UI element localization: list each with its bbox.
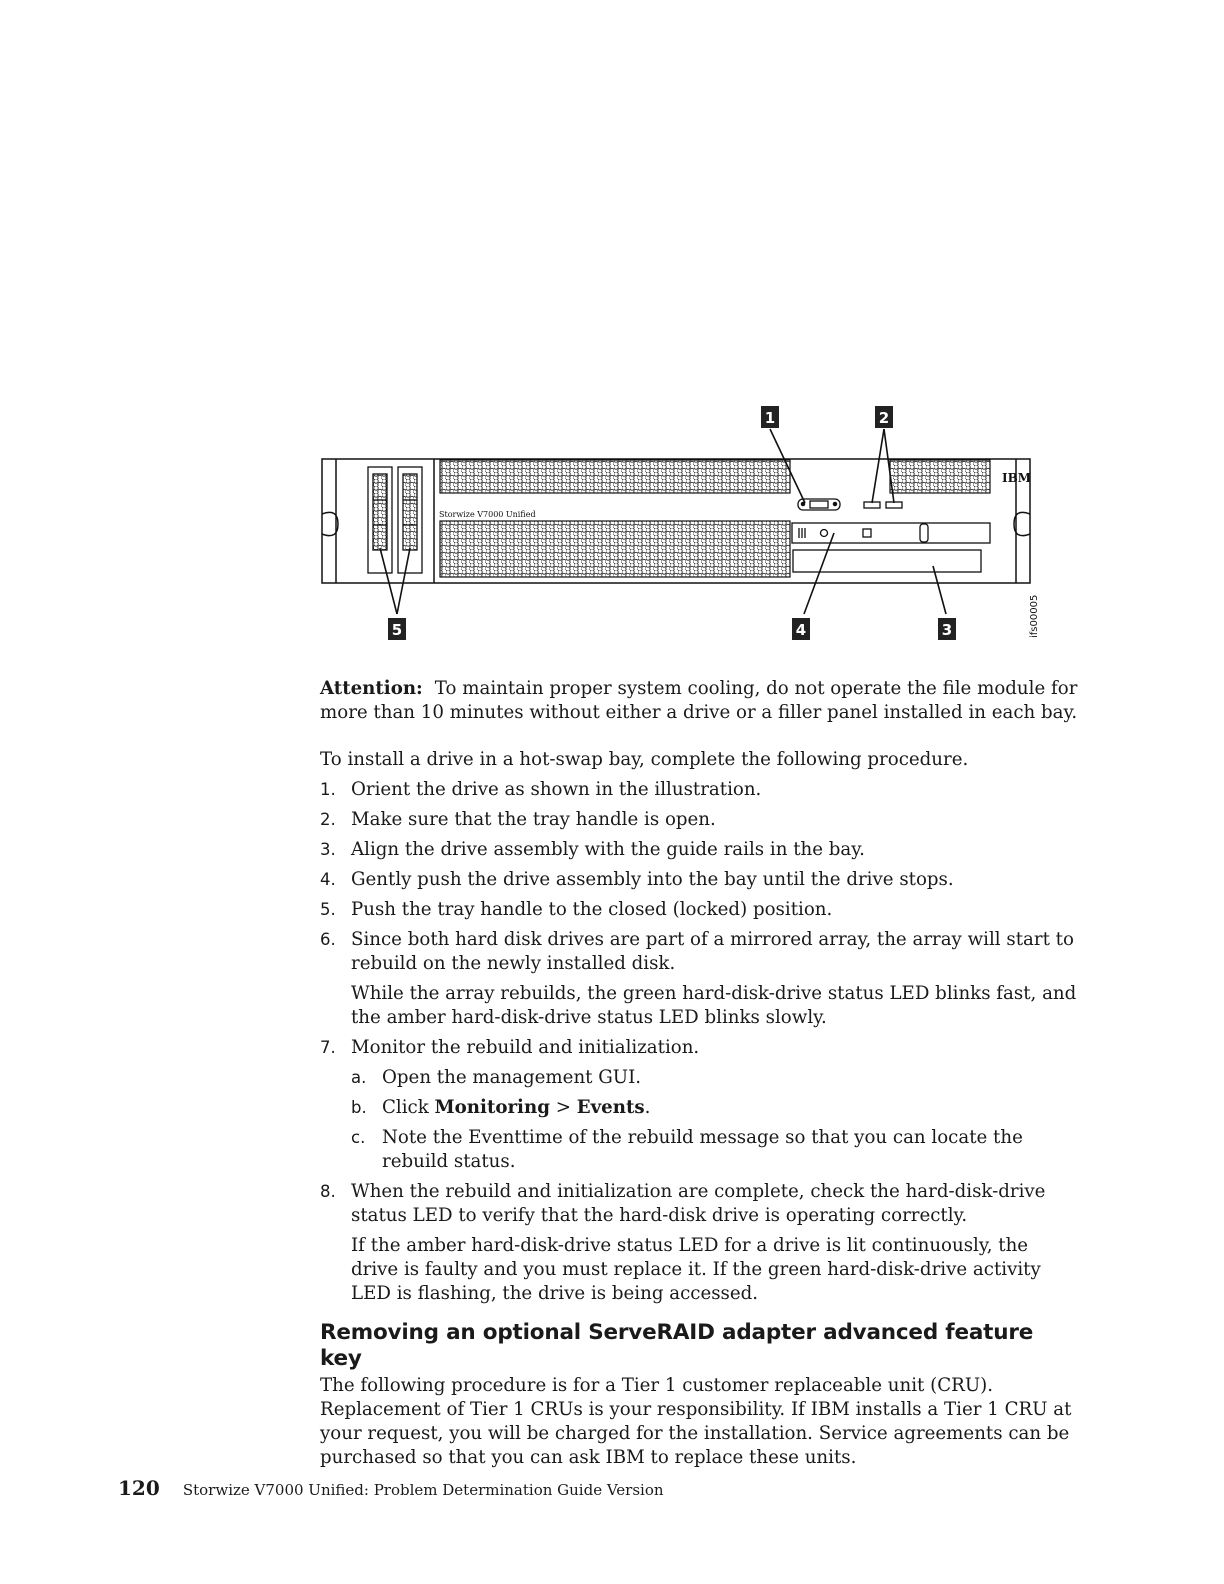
svg-text:3: 3 <box>941 621 953 639</box>
step-6 <box>320 928 1080 1030</box>
step-number: 6. <box>320 930 336 949</box>
substep-letter: b. <box>351 1098 367 1117</box>
page-number: 120 <box>118 1476 160 1500</box>
callout-3 <box>938 618 956 640</box>
step-text: Gently push the drive assembly into the bay until the drive stops. <box>351 869 954 890</box>
section-body: The following procedure is for a Tier 1 customer replaceable unit (CRU). Replacement of Tier 1 CRUs is your responsibility. If IBM installs a Tier 1 CRU at your request, you will be charged for the installation. Service agreements can be purchased so that you can ask IBM to replace these units. <box>320 1375 1072 1468</box>
substeps <box>351 1066 1080 1174</box>
bezel-label: Storwize V7000 Unified <box>439 510 536 519</box>
callout-4 <box>792 618 810 640</box>
step-1 <box>320 778 1080 802</box>
callout-5 <box>388 618 406 640</box>
section-heading: Removing an optional ServeRAID adapter advanced feature key <box>320 1320 1034 1371</box>
substep-text: Open the management GUI. <box>382 1067 642 1088</box>
step-number: 8. <box>320 1182 336 1201</box>
step-text: Push the tray handle to the closed (locked) position. <box>351 899 833 920</box>
step-text: Align the drive assembly with the guide rails in the bay. <box>351 839 865 860</box>
attention-label: Attention: <box>320 678 423 699</box>
menu-separator: > <box>549 1097 577 1118</box>
page-footer <box>118 1476 664 1500</box>
svg-text:2: 2 <box>878 409 890 427</box>
monitoring-menu-ref: Monitoring <box>434 1097 550 1118</box>
step-5 <box>320 898 1080 922</box>
usb-ports <box>864 502 902 508</box>
step-number: 1. <box>320 780 336 799</box>
step-text: Monitor the rebuild and initialization. <box>351 1037 700 1058</box>
procedure-intro: To install a drive in a hot-swap bay, complete the following procedure. <box>320 749 969 770</box>
step-note: If the amber hard-disk-drive status LED for a drive is lit continuously, the drive is faulty and you must replace it. If the green hard-disk-drive activity LED is flashing, the drive is being accessed. <box>351 1235 1041 1304</box>
substep-prefix: Click <box>382 1097 435 1118</box>
substep-a <box>351 1066 1080 1090</box>
svg-text:4: 4 <box>795 621 807 639</box>
callout-2 <box>875 406 893 428</box>
callout-1 <box>761 406 779 428</box>
step-number: 7. <box>320 1038 336 1057</box>
step-number: 4. <box>320 870 336 889</box>
figure-id: ifs00005 <box>1029 594 1040 638</box>
substep-b <box>351 1096 1080 1120</box>
events-menu-ref: Events <box>576 1097 645 1118</box>
step-note: While the array rebuilds, the green hard-disk-drive status LED blinks fast, and the amber hard-disk-drive status LED blinks slowly. <box>351 983 1077 1028</box>
operator-panel <box>792 523 990 543</box>
substep-suffix: . <box>644 1097 651 1118</box>
step-text: When the rebuild and initialization are complete, check the hard-disk-drive status LED to verify that the hard-disk drive is operating correctly. <box>351 1181 1046 1226</box>
step-4 <box>320 868 1080 892</box>
substep-letter: c. <box>351 1128 366 1147</box>
step-3 <box>320 838 1080 862</box>
step-7 <box>320 1036 1080 1174</box>
step-text: Since both hard disk drives are part of a mirrored array, the array will start to rebuild on the newly installed disk. <box>351 929 1074 974</box>
step-text: Make sure that the tray handle is open. <box>351 809 716 830</box>
attention-text: To maintain proper system cooling, do not operate the file module for more than 10 minutes without either a drive or a filler panel installed in each bay. <box>320 678 1078 723</box>
attention-note <box>320 677 1080 725</box>
ibm-logo: IBM <box>1002 471 1032 485</box>
front-view-figure <box>318 402 1048 647</box>
step-number: 3. <box>320 840 336 859</box>
svg-text:5: 5 <box>391 621 403 639</box>
step-number: 2. <box>320 810 336 829</box>
step-text: Orient the drive as shown in the illustration. <box>351 779 762 800</box>
step-8 <box>320 1180 1080 1306</box>
substep-letter: a. <box>351 1068 367 1087</box>
drive-bays <box>368 467 422 573</box>
substep-text: Note the Eventtime of the rebuild message so that you can locate the rebuild status. <box>382 1127 1023 1172</box>
svg-text:1: 1 <box>764 409 776 427</box>
procedure-steps <box>320 778 1080 1306</box>
step-2 <box>320 808 1080 832</box>
substep-c <box>351 1126 1080 1174</box>
footer-title: Storwize V7000 Unified: Problem Determination Guide Version <box>182 1481 664 1499</box>
step-number: 5. <box>320 900 336 919</box>
page-content <box>320 677 1080 1470</box>
